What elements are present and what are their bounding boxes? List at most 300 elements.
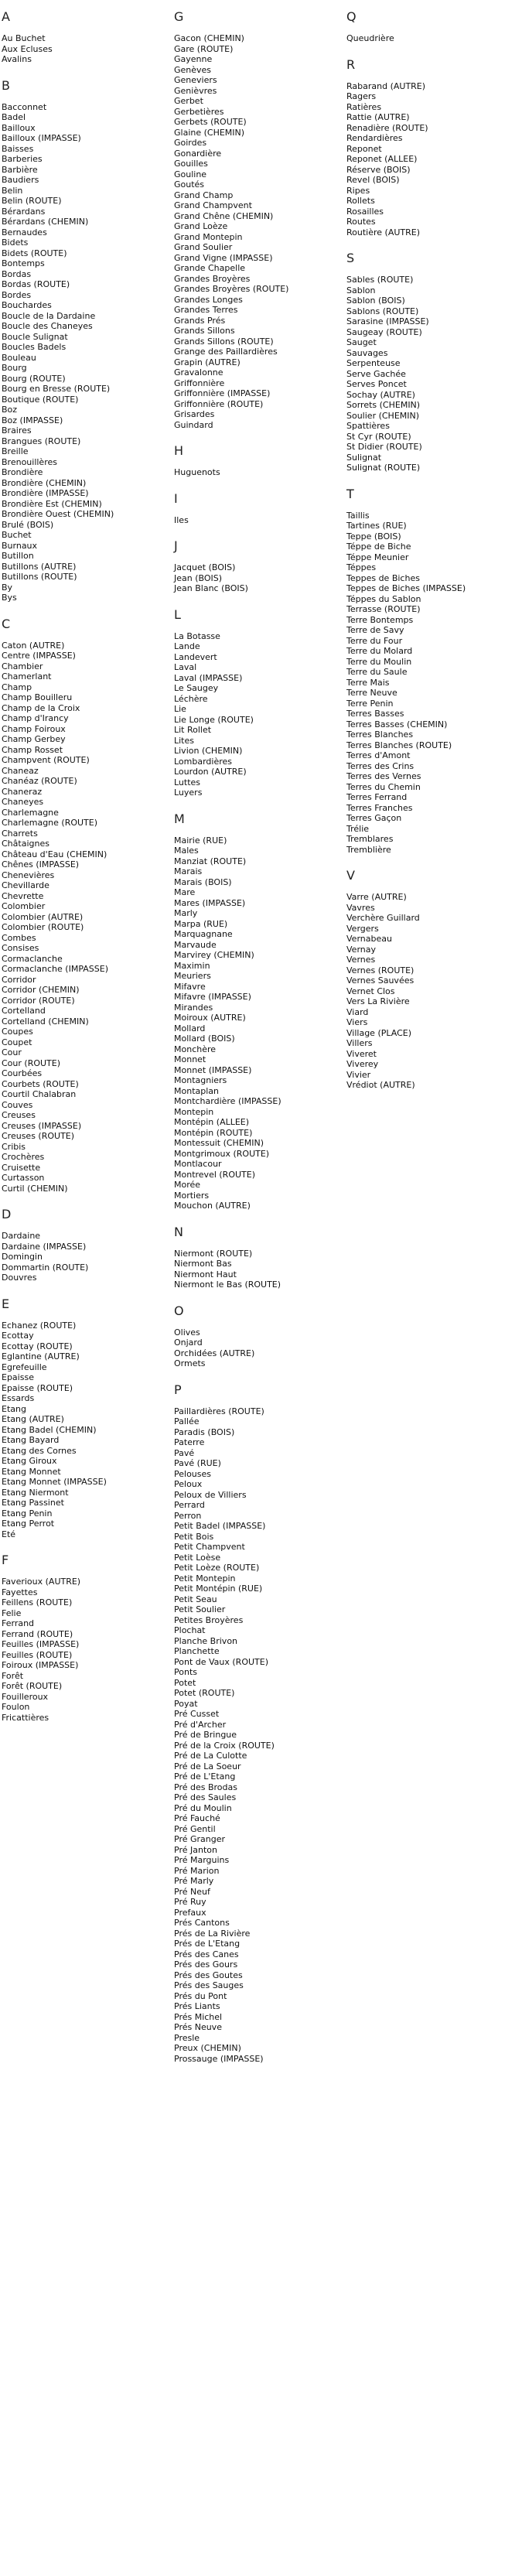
street-link[interactable]: Montgrimoux (ROUTE)	[174, 1148, 270, 1159]
street-link[interactable]: Vernes Sauvées	[346, 975, 415, 986]
street-link[interactable]: Terre Mais	[346, 677, 390, 688]
street-link[interactable]: Barbière	[2, 164, 38, 175]
street-link[interactable]: Peloux de Villiers	[174, 1489, 247, 1500]
street-link[interactable]: Courtil Chalabran	[2, 1089, 77, 1099]
street-link[interactable]: Terres Franches	[346, 802, 413, 813]
street-link[interactable]: Burnaux	[2, 540, 38, 551]
street-link[interactable]: Prés Liants	[174, 2001, 220, 2011]
street-link[interactable]: Coupes	[2, 1027, 33, 1037]
street-link[interactable]: Gayenne	[174, 54, 213, 64]
street-link[interactable]: Petit Soulier	[174, 1604, 226, 1614]
street-link[interactable]: Léchère	[174, 693, 208, 704]
street-link[interactable]: Chaneyes	[2, 797, 44, 807]
street-link[interactable]: Niermont Haut	[174, 1269, 237, 1279]
street-link[interactable]: Sauget	[346, 337, 377, 347]
street-link[interactable]: Grand Soulier	[174, 242, 233, 252]
street-link[interactable]: Sablon	[346, 285, 376, 296]
street-link[interactable]: Forêt	[2, 1670, 24, 1681]
street-link[interactable]: Boz (IMPASSE)	[2, 415, 63, 425]
street-link[interactable]: Château d'Eau (CHEMIN)	[2, 849, 107, 859]
street-link[interactable]: Mirandes	[174, 1002, 213, 1013]
street-link[interactable]: Grisardes	[174, 409, 215, 419]
street-link[interactable]: Téppe Meunier	[346, 552, 409, 562]
street-link[interactable]: Lie	[174, 704, 186, 714]
street-link[interactable]: Boutique (ROUTE)	[2, 394, 79, 405]
street-link[interactable]: Terres Basses	[346, 709, 404, 719]
street-link[interactable]: Montessuit (CHEMIN)	[174, 1138, 264, 1148]
street-link[interactable]: Renadière (ROUTE)	[346, 122, 428, 133]
street-link[interactable]: Jean (BOIS)	[174, 572, 223, 583]
street-link[interactable]: Manziat (ROUTE)	[174, 856, 247, 866]
street-link[interactable]: Terre du Moulin	[346, 656, 412, 667]
street-link[interactable]: Combes	[2, 932, 36, 943]
street-link[interactable]: Laval (IMPASSE)	[174, 672, 243, 683]
street-link[interactable]: Bordas	[2, 268, 32, 279]
street-link[interactable]: Champ de la Croix	[2, 702, 80, 713]
street-link[interactable]: Montrevel (ROUTE)	[174, 1169, 255, 1180]
street-link[interactable]: Montchardière (IMPASSE)	[174, 1096, 281, 1106]
street-link[interactable]: Etang des Cornes	[2, 1445, 77, 1456]
street-link[interactable]: Epaisse (ROUTE)	[2, 1382, 73, 1393]
street-link[interactable]: Braires	[2, 425, 32, 436]
street-link[interactable]: Prés des Gours	[174, 1959, 238, 1970]
street-link[interactable]: Etang Giroux	[2, 1456, 57, 1466]
street-link[interactable]: Mouchon (AUTRE)	[174, 1201, 251, 1211]
street-link[interactable]: Le Saugey	[174, 683, 219, 693]
street-link[interactable]: Téppes	[346, 562, 377, 572]
street-link[interactable]: Ferrand (ROUTE)	[2, 1628, 73, 1639]
street-link[interactable]: Grand Champvent	[174, 200, 252, 210]
street-link[interactable]: Colombier (ROUTE)	[2, 922, 84, 932]
street-link[interactable]: Barberies	[2, 154, 43, 164]
street-link[interactable]: Cour (ROUTE)	[2, 1057, 61, 1068]
street-link[interactable]: Boucles Badels	[2, 342, 67, 352]
street-link[interactable]: Potet (ROUTE)	[174, 1688, 235, 1698]
street-link[interactable]: Geneviers	[174, 75, 217, 85]
street-link[interactable]: Landevert	[174, 651, 217, 662]
street-link[interactable]: Pelouses	[174, 1468, 211, 1479]
street-link[interactable]: Routes	[346, 217, 376, 227]
street-link[interactable]: Centre (IMPASSE)	[2, 651, 76, 661]
street-link[interactable]: Vernes (ROUTE)	[346, 965, 415, 975]
street-link[interactable]: Belin	[2, 185, 23, 196]
street-link[interactable]: Cormaclanche	[2, 953, 63, 964]
street-link[interactable]: Petit Loèse	[174, 1552, 221, 1563]
street-link[interactable]: Terre du Four	[346, 635, 403, 646]
street-link[interactable]: Iles	[174, 514, 189, 525]
street-link[interactable]: Bourg (ROUTE)	[2, 373, 66, 384]
street-link[interactable]: Paradis (BOIS)	[174, 1426, 235, 1437]
street-link[interactable]: Feillens (ROUTE)	[2, 1597, 73, 1607]
street-link[interactable]: Etang	[2, 1403, 26, 1414]
street-link[interactable]: Fricattières	[2, 1712, 49, 1723]
street-link[interactable]: Petites Broyères	[174, 1614, 244, 1625]
street-link[interactable]: Sauvages	[346, 347, 388, 358]
street-link[interactable]: Pré de L'Etang	[174, 1771, 236, 1782]
street-link[interactable]: Téppes du Sablon	[346, 593, 421, 604]
street-link[interactable]: Petit Seau	[174, 1594, 217, 1604]
street-link[interactable]: Avalins	[2, 54, 32, 64]
street-link[interactable]: Meuriers	[174, 971, 211, 981]
street-link[interactable]: Bidets	[2, 237, 29, 248]
street-link[interactable]: Grand Loèze	[174, 221, 228, 231]
street-link[interactable]: Potet	[174, 1677, 196, 1688]
street-link[interactable]: Caton (AUTRE)	[2, 640, 65, 651]
street-link[interactable]: Marvirey (CHEMIN)	[174, 950, 254, 960]
street-link[interactable]: Pré Ruy	[174, 1897, 206, 1907]
street-link[interactable]: Téppe de Biche	[346, 542, 411, 552]
street-link[interactable]: Montepin	[174, 1106, 214, 1117]
street-link[interactable]: Terre de Savy	[346, 625, 404, 635]
street-link[interactable]: Chambier	[2, 661, 43, 671]
street-link[interactable]: Fouilleroux	[2, 1691, 49, 1702]
street-link[interactable]: Bouchardes	[2, 300, 52, 310]
street-link[interactable]: Egrefeuille	[2, 1361, 47, 1372]
street-link[interactable]: Brondière Ouest (CHEMIN)	[2, 509, 114, 519]
street-link[interactable]: Pré Gentil	[174, 1823, 216, 1834]
street-link[interactable]: Ferrand	[2, 1618, 35, 1628]
street-link[interactable]: Marais (BOIS)	[174, 876, 232, 887]
street-link[interactable]: Champ Gerbey	[2, 734, 66, 744]
street-link[interactable]: Prés du Pont	[174, 1990, 227, 2001]
street-link[interactable]: Boucle Sulignat	[2, 331, 68, 342]
street-link[interactable]: Pré des Brodas	[174, 1782, 237, 1792]
street-link[interactable]: Grapin (AUTRE)	[174, 357, 241, 367]
street-link[interactable]: Baudiers	[2, 175, 39, 185]
street-link[interactable]: Presle	[174, 2032, 200, 2043]
street-link[interactable]: Marpa (RUE)	[174, 918, 228, 929]
street-link[interactable]: Revel (BOIS)	[346, 175, 400, 185]
street-link[interactable]: Viverey	[346, 1059, 379, 1069]
street-link[interactable]: Curtasson	[2, 1173, 45, 1183]
street-link[interactable]: Etang Passinet	[2, 1498, 64, 1508]
street-link[interactable]: Serve Gachée	[346, 368, 406, 379]
street-link[interactable]: Petit Badel (IMPASSE)	[174, 1521, 266, 1531]
street-link[interactable]: Prés Michel	[174, 2011, 223, 2022]
street-link[interactable]: Sorrets (CHEMIN)	[346, 400, 421, 410]
street-link[interactable]: Vernay	[346, 944, 376, 955]
street-link[interactable]: Pré Fauché	[174, 1813, 220, 1823]
street-link[interactable]: Mollard (BOIS)	[174, 1033, 235, 1044]
street-link[interactable]: Cormaclanche (IMPASSE)	[2, 964, 108, 974]
street-link[interactable]: Pré Janton	[174, 1844, 217, 1855]
street-link[interactable]: Gonardière	[174, 148, 222, 159]
street-link[interactable]: Prés des Canes	[174, 1949, 239, 1959]
street-link[interactable]: Pré de La Soeur	[174, 1761, 241, 1771]
street-link[interactable]: Etang Monnet	[2, 1466, 61, 1477]
street-link[interactable]: Chenevières	[2, 869, 55, 880]
street-link[interactable]: Pallée	[174, 1416, 200, 1426]
street-link[interactable]: Grand Montepin	[174, 231, 243, 242]
street-link[interactable]: Pré Marguins	[174, 1855, 230, 1865]
street-link[interactable]: Niermont Bas	[174, 1259, 232, 1269]
street-link[interactable]: Monchère	[174, 1044, 217, 1054]
street-link[interactable]: Marquagnane	[174, 929, 233, 939]
street-link[interactable]: Ripes	[346, 185, 370, 196]
street-link[interactable]: Bailloux (IMPASSE)	[2, 133, 81, 143]
street-link[interactable]: Forêt (ROUTE)	[2, 1681, 63, 1691]
street-link[interactable]: Lites	[174, 735, 194, 746]
street-link[interactable]: Charlemagne (ROUTE)	[2, 818, 98, 828]
street-link[interactable]: Champ d'Irancy	[2, 713, 69, 723]
street-link[interactable]: Etang Niermont	[2, 1487, 69, 1498]
street-link[interactable]: Viard	[346, 1006, 369, 1017]
street-link[interactable]: Bourg	[2, 363, 27, 373]
street-link[interactable]: Sochay (AUTRE)	[346, 389, 415, 400]
street-link[interactable]: Prés Neuve	[174, 2022, 222, 2032]
street-link[interactable]: Routière (AUTRE)	[346, 227, 421, 237]
street-link[interactable]: Creuses	[2, 1110, 36, 1120]
street-link[interactable]: Teppes de Biches	[346, 572, 420, 583]
street-link[interactable]: Feuilles (ROUTE)	[2, 1649, 73, 1660]
street-link[interactable]: Niermont le Bas (ROUTE)	[174, 1279, 281, 1290]
street-link[interactable]: Bouleau	[2, 352, 36, 363]
street-link[interactable]: Boucle des Chaneyes	[2, 321, 93, 331]
street-link[interactable]: Goirdes	[174, 138, 207, 148]
street-link[interactable]: Goutés	[174, 179, 205, 190]
street-link[interactable]: Vers La Rivière	[346, 996, 410, 1006]
street-link[interactable]: Pré de la Croix (ROUTE)	[174, 1740, 275, 1751]
street-link[interactable]: Terre Neuve	[346, 688, 397, 698]
street-link[interactable]: Corridor	[2, 974, 36, 985]
street-link[interactable]: Montlacour	[174, 1159, 222, 1169]
street-link[interactable]: Curtil (CHEMIN)	[2, 1183, 68, 1194]
street-link[interactable]: Griffonnière (IMPASSE)	[174, 388, 271, 398]
street-link[interactable]: Terre du Molard	[346, 646, 413, 656]
street-link[interactable]: Grands Prés	[174, 315, 226, 326]
street-link[interactable]: Grandes Broyères	[174, 273, 251, 284]
street-link[interactable]: Griffonnière (ROUTE)	[174, 398, 264, 409]
street-link[interactable]: Maximin	[174, 960, 210, 971]
street-link[interactable]: Ratières	[346, 101, 382, 112]
street-link[interactable]: Badel	[2, 112, 26, 122]
street-link[interactable]: Creuses (ROUTE)	[2, 1131, 75, 1141]
street-link[interactable]: Brulé (BOIS)	[2, 519, 54, 530]
street-link[interactable]: Jacquet (BOIS)	[174, 562, 236, 572]
street-link[interactable]: Chamerlant	[2, 671, 52, 682]
street-link[interactable]: Sarasine (IMPASSE)	[346, 316, 429, 326]
street-link[interactable]: Reponet	[346, 143, 382, 154]
street-link[interactable]: Crochères	[2, 1152, 45, 1162]
street-link[interactable]: Gacon (CHEMIN)	[174, 33, 244, 43]
street-link[interactable]: Prés des Goutes	[174, 1970, 243, 1980]
street-link[interactable]: Brondière	[2, 467, 43, 477]
street-link[interactable]: By	[2, 582, 13, 593]
street-link[interactable]: Pré Granger	[174, 1834, 226, 1844]
street-link[interactable]: Village (PLACE)	[346, 1027, 411, 1038]
street-link[interactable]: Gerbetières	[174, 106, 224, 117]
street-link[interactable]: Chanéaz (ROUTE)	[2, 776, 77, 786]
street-link[interactable]: Gravalonne	[174, 367, 223, 378]
street-link[interactable]: Vernes	[346, 955, 376, 965]
street-link[interactable]: Petit Montepin	[174, 1573, 236, 1584]
street-link[interactable]: Cruisette	[2, 1162, 41, 1173]
street-link[interactable]: Sulignat	[346, 452, 382, 463]
street-link[interactable]: Sables (ROUTE)	[346, 275, 414, 285]
street-link[interactable]: Boz	[2, 405, 18, 415]
street-link[interactable]: Etang Bayard	[2, 1435, 60, 1445]
street-link[interactable]: Domingin	[2, 1252, 43, 1262]
street-link[interactable]: Terrasse (ROUTE)	[346, 604, 421, 614]
street-link[interactable]: Pavé	[174, 1447, 195, 1458]
street-link[interactable]: Lombardières	[174, 756, 233, 767]
street-link[interactable]: Colombier (AUTRE)	[2, 911, 84, 922]
street-link[interactable]: Mairie (RUE)	[174, 835, 227, 846]
street-link[interactable]: Au Buchet	[2, 33, 46, 43]
street-link[interactable]: Champ Bouilleru	[2, 692, 73, 702]
street-link[interactable]: Glaine (CHEMIN)	[174, 127, 245, 138]
street-link[interactable]: Chevillarde	[2, 880, 49, 890]
street-link[interactable]: La Botasse	[174, 630, 220, 641]
street-link[interactable]: Rendardières	[346, 133, 403, 143]
street-link[interactable]: Montépin (ALLEE)	[174, 1117, 250, 1127]
street-link[interactable]: Teppes de Biches (IMPASSE)	[346, 583, 466, 593]
street-link[interactable]: Chaneraz	[2, 786, 43, 797]
street-link[interactable]: Cortelland (CHEMIN)	[2, 1016, 89, 1027]
street-link[interactable]: Coupet	[2, 1037, 32, 1047]
street-link[interactable]: Teppe (BOIS)	[346, 531, 401, 542]
street-link[interactable]: Rattie (AUTRE)	[346, 112, 410, 122]
street-link[interactable]: Terres Blanches (ROUTE)	[346, 740, 452, 750]
street-link[interactable]: Vavres	[346, 902, 375, 913]
street-link[interactable]: Bailloux	[2, 122, 36, 133]
street-link[interactable]: Bourg en Bresse (ROUTE)	[2, 384, 111, 394]
street-link[interactable]: Châtaignes	[2, 839, 49, 849]
street-link[interactable]: Bidets (ROUTE)	[2, 248, 67, 258]
street-link[interactable]: Creuses (IMPASSE)	[2, 1120, 82, 1131]
street-link[interactable]: Genèves	[174, 64, 212, 75]
street-link[interactable]: Prés Cantons	[174, 1918, 230, 1928]
street-link[interactable]: Chaneaz	[2, 765, 39, 776]
street-link[interactable]: Marvaude	[174, 939, 217, 950]
street-link[interactable]: Gouline	[174, 169, 207, 179]
street-link[interactable]: Mortiers	[174, 1190, 210, 1201]
street-link[interactable]: Baisses	[2, 143, 34, 154]
street-link[interactable]: Douvres	[2, 1273, 37, 1283]
street-link[interactable]: Colombier	[2, 901, 46, 911]
street-link[interactable]: Paterre	[174, 1437, 205, 1447]
street-link[interactable]: Belin (ROUTE)	[2, 196, 62, 206]
street-link[interactable]: Charlemagne	[2, 807, 59, 818]
street-link[interactable]: Prefaux	[174, 1907, 206, 1918]
street-link[interactable]: Aux Ecluses	[2, 43, 53, 54]
street-link[interactable]: Gerbet	[174, 96, 203, 106]
street-link[interactable]: Genièvres	[174, 85, 217, 96]
street-link[interactable]: Ecottay	[2, 1331, 34, 1341]
street-link[interactable]: Vernabeau	[346, 934, 392, 944]
street-link[interactable]: Pré Neuf	[174, 1886, 210, 1897]
street-link[interactable]: Champ Rosset	[2, 744, 63, 755]
street-link[interactable]: Petit Loèze (ROUTE)	[174, 1563, 260, 1573]
street-link[interactable]: Montaplan	[174, 1085, 219, 1096]
street-link[interactable]: Champ	[2, 682, 32, 692]
street-link[interactable]: Mifavre	[174, 981, 206, 992]
street-link[interactable]: Eté	[2, 1529, 16, 1539]
street-link[interactable]: Brondière (CHEMIN)	[2, 477, 87, 488]
street-link[interactable]: Mifavre (IMPASSE)	[174, 992, 251, 1002]
street-link[interactable]: Pré Marion	[174, 1865, 220, 1876]
street-link[interactable]: Griffonnière	[174, 378, 225, 388]
street-link[interactable]: Pré Cusset	[174, 1709, 220, 1719]
street-link[interactable]: Mare	[174, 887, 196, 897]
street-link[interactable]: Pré d'Archer	[174, 1719, 227, 1730]
street-link[interactable]: Faverioux (AUTRE)	[2, 1577, 81, 1587]
street-link[interactable]: Dommartin (ROUTE)	[2, 1262, 89, 1273]
street-link[interactable]: Lit Rollet	[174, 725, 212, 735]
street-link[interactable]: Taillis	[346, 510, 370, 521]
street-link[interactable]: Tremblares	[346, 834, 394, 844]
street-link[interactable]: Essards	[2, 1393, 35, 1403]
street-link[interactable]: Chevrette	[2, 890, 44, 901]
street-link[interactable]: Dardaine	[2, 1231, 41, 1241]
street-link[interactable]: Vrédiot (AUTRE)	[346, 1080, 415, 1090]
street-link[interactable]: Vergers	[346, 923, 379, 934]
street-link[interactable]: Bordas (ROUTE)	[2, 279, 70, 289]
street-link[interactable]: Chênes (IMPASSE)	[2, 859, 80, 869]
street-link[interactable]: Marly	[174, 908, 198, 918]
street-link[interactable]: Feuilles (IMPASSE)	[2, 1639, 80, 1649]
street-link[interactable]: Etang Penin	[2, 1508, 53, 1519]
street-link[interactable]: Preux (CHEMIN)	[174, 2043, 241, 2053]
street-link[interactable]: Buchet	[2, 530, 32, 540]
street-link[interactable]: Perron	[174, 1510, 202, 1521]
street-link[interactable]: Pré de Bringue	[174, 1730, 237, 1740]
street-link[interactable]: Butillons (AUTRE)	[2, 561, 77, 572]
street-link[interactable]: Pré Marly	[174, 1876, 214, 1886]
street-link[interactable]: Poyat	[174, 1698, 198, 1709]
street-link[interactable]: Bacconnet	[2, 101, 47, 112]
street-link[interactable]: Réserve (BOIS)	[346, 164, 411, 175]
street-link[interactable]: Grand Chêne (CHEMIN)	[174, 210, 274, 221]
street-link[interactable]: Gouilles	[174, 159, 208, 169]
street-link[interactable]: Prés des Sauges	[174, 1980, 244, 1990]
street-link[interactable]: Brangues (ROUTE)	[2, 436, 81, 446]
street-link[interactable]: Moiroux (AUTRE)	[174, 1013, 246, 1023]
street-link[interactable]: Echanez (ROUTE)	[2, 1320, 77, 1331]
street-link[interactable]: Terre du Saule	[346, 667, 408, 677]
street-link[interactable]: Perrard	[174, 1500, 205, 1510]
street-link[interactable]: Varre (AUTRE)	[346, 892, 407, 902]
street-link[interactable]: Sablons (ROUTE)	[346, 306, 419, 316]
street-link[interactable]: Ragers	[346, 91, 377, 101]
street-link[interactable]: Reponet (ALLEE)	[346, 154, 418, 164]
street-link[interactable]: Vernet Clos	[346, 986, 395, 996]
street-link[interactable]: Etang Perrot	[2, 1519, 55, 1529]
street-link[interactable]: Bontemps	[2, 258, 45, 268]
street-link[interactable]: Foiroux (IMPASSE)	[2, 1660, 79, 1670]
street-link[interactable]: Grande Chapelle	[174, 263, 246, 273]
street-link[interactable]: Cribis	[2, 1141, 26, 1152]
street-link[interactable]: Pavé (RUE)	[174, 1458, 221, 1468]
street-link[interactable]: Terre Penin	[346, 698, 394, 709]
street-link[interactable]: Morée	[174, 1180, 201, 1190]
street-link[interactable]: Queudrière	[346, 33, 394, 43]
street-link[interactable]: Peloux	[174, 1479, 203, 1489]
street-link[interactable]: Guindard	[174, 419, 213, 430]
street-link[interactable]: Etang Badel (CHEMIN)	[2, 1424, 97, 1435]
street-link[interactable]: Champvent (ROUTE)	[2, 755, 90, 765]
street-link[interactable]: Boucle de la Dardaine	[2, 310, 96, 321]
street-link[interactable]: Pré du Moulin	[174, 1802, 232, 1813]
street-link[interactable]: Luyers	[174, 787, 203, 798]
street-link[interactable]: Felie	[2, 1607, 22, 1618]
street-link[interactable]: Grandes Broyères (ROUTE)	[174, 284, 289, 294]
street-link[interactable]: Lourdon (AUTRE)	[174, 767, 247, 777]
street-link[interactable]: Terres Ferrand	[346, 792, 408, 802]
street-link[interactable]: Verchère Guillard	[346, 913, 420, 923]
street-link[interactable]: Foulon	[2, 1702, 30, 1712]
street-link[interactable]: Grands Sillons	[174, 326, 235, 336]
